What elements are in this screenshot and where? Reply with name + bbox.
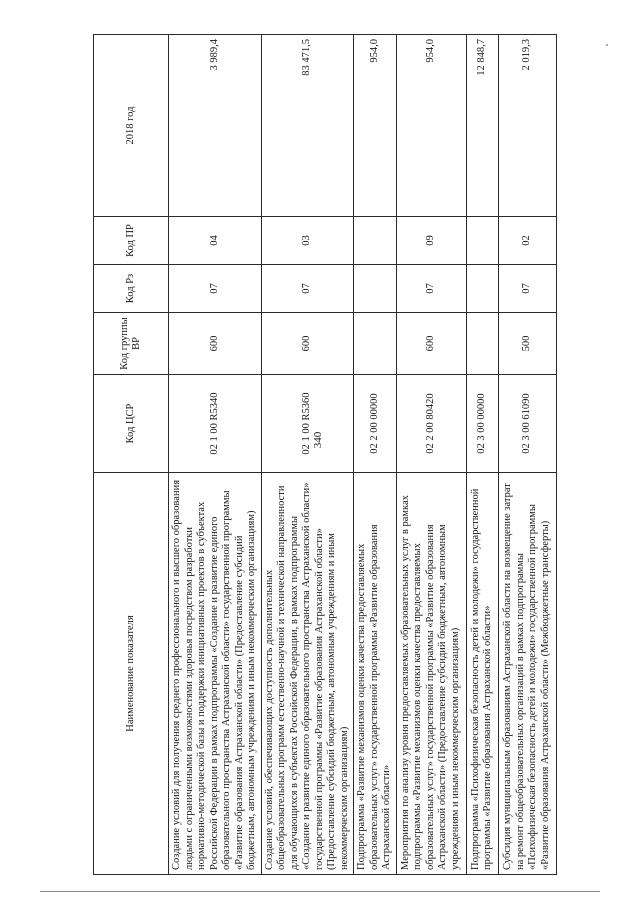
table-row bbox=[498, 35, 556, 875]
row-pr bbox=[354, 217, 397, 265]
row-pr: 04 bbox=[169, 217, 262, 265]
row-csr: 02 3 00 00000 bbox=[466, 375, 498, 473]
row-name: Мероприятия по анализу уровня предоставляемых образовательных услуг в рамках подпрограммы «Развитие механизмов оценки качества предоставляемых образовательных услуг» государственной программы «Развитие образования Астраханской области» (Предоставление субсидий бюджетным, автономным учреждениям и иным некоммерческим организациям) bbox=[396, 473, 466, 875]
row-amount: 2 019,3 bbox=[498, 35, 556, 217]
header-name: Наименование показателя bbox=[94, 473, 169, 875]
row-vr bbox=[466, 313, 498, 375]
row-name: Создание условий для получения среднего профессионального и высшего образования людьми с ограниченными возможностями здоровья посредством разработки нормативно-методической базы и поддержки инициативных проектов в субъектах Российской Федерации в рамках подпрограммы «Создание и развитие единого образовательного пространства Астраханской области» государственной программы «Развитие образования Астраханской области» (Предоставление субсидий бюджетным, автономным учреждениям и иным некоммерческим организациям) bbox=[169, 473, 262, 875]
scan-edge-line bbox=[40, 891, 600, 892]
table-row bbox=[466, 35, 498, 875]
row-amount: 3 989,4 bbox=[169, 35, 262, 217]
row-amount: 954,0 bbox=[354, 35, 397, 217]
row-csr: 02 2 00 80420 bbox=[396, 375, 466, 473]
table-row bbox=[261, 35, 354, 875]
header-csr: Код ЦСР bbox=[94, 375, 169, 473]
row-rz: 07 bbox=[169, 265, 262, 313]
row-amount: 954,0 bbox=[396, 35, 466, 217]
table-row bbox=[354, 35, 397, 875]
header-pr: Код ПР bbox=[94, 217, 169, 265]
row-vr: 600 bbox=[396, 313, 466, 375]
row-rz: 07 bbox=[396, 265, 466, 313]
row-rz bbox=[466, 265, 498, 313]
table-row bbox=[169, 35, 262, 875]
row-name: Подпрограмма «Психофизическая безопасность детей и молодежи» государственной программы «Развитие образования Астраханской области» bbox=[466, 473, 498, 875]
row-csr: 02 2 00 00000 bbox=[354, 375, 397, 473]
row-rz bbox=[354, 265, 397, 313]
scan-speck bbox=[606, 44, 608, 46]
header-amount: 2018 год bbox=[94, 35, 169, 217]
row-amount: 12 848,7 bbox=[466, 35, 498, 217]
row-amount: 83 471,5 bbox=[261, 35, 354, 217]
row-name: Подпрограмма «Развитие механизмов оценки качества предоставляемых образовательных услуг» государственной программы «Развитие образования Астраханской области» bbox=[354, 473, 397, 875]
row-vr: 600 bbox=[169, 313, 262, 375]
row-pr bbox=[466, 217, 498, 265]
row-vr: 600 bbox=[261, 313, 354, 375]
row-rz: 07 bbox=[261, 265, 354, 313]
row-pr: 03 bbox=[261, 217, 354, 265]
row-vr: 500 bbox=[498, 313, 556, 375]
rotated-table-container bbox=[93, 35, 551, 875]
row-rz: 07 bbox=[498, 265, 556, 313]
header-vr: Код группы ВР bbox=[94, 313, 169, 375]
row-vr bbox=[354, 313, 397, 375]
page-number: 340 bbox=[312, 431, 324, 449]
row-name: Создание условий, обеспечивающих доступность дополнительных общеобразовательных программ естественно-научной и технической направленности для обучающихся в субъектах Российской Федерации, в рамках подпрограммы «Создание и развитие единого образовательного пространства Астраханской области» государственной программы «Развитие образования Астраханской области» (Предоставление субсидий бюджетным, автономным учреждениям и иным некоммерческим организациям) bbox=[261, 473, 354, 875]
row-csr: 02 3 00 61090 bbox=[498, 375, 556, 473]
table-row bbox=[396, 35, 466, 875]
table-header-row bbox=[94, 35, 169, 875]
row-name: Субсидия муниципальным образованиям Астраханской области на возмещение затрат на ремонт общеобразовательных организаций в рамках подпрограммы «Психофизическая безопасность детей и молодежи» государственной программы «Развитие образования Астраханской области» (Межбюджетные трансферты) bbox=[498, 473, 556, 875]
row-csr: 02 1 00 R5360 bbox=[261, 375, 354, 473]
header-rz: Код Рз bbox=[94, 265, 169, 313]
row-pr: 02 bbox=[498, 217, 556, 265]
budget-table bbox=[93, 34, 557, 875]
row-pr: 09 bbox=[396, 217, 466, 265]
row-csr: 02 1 00 R5340 bbox=[169, 375, 262, 473]
